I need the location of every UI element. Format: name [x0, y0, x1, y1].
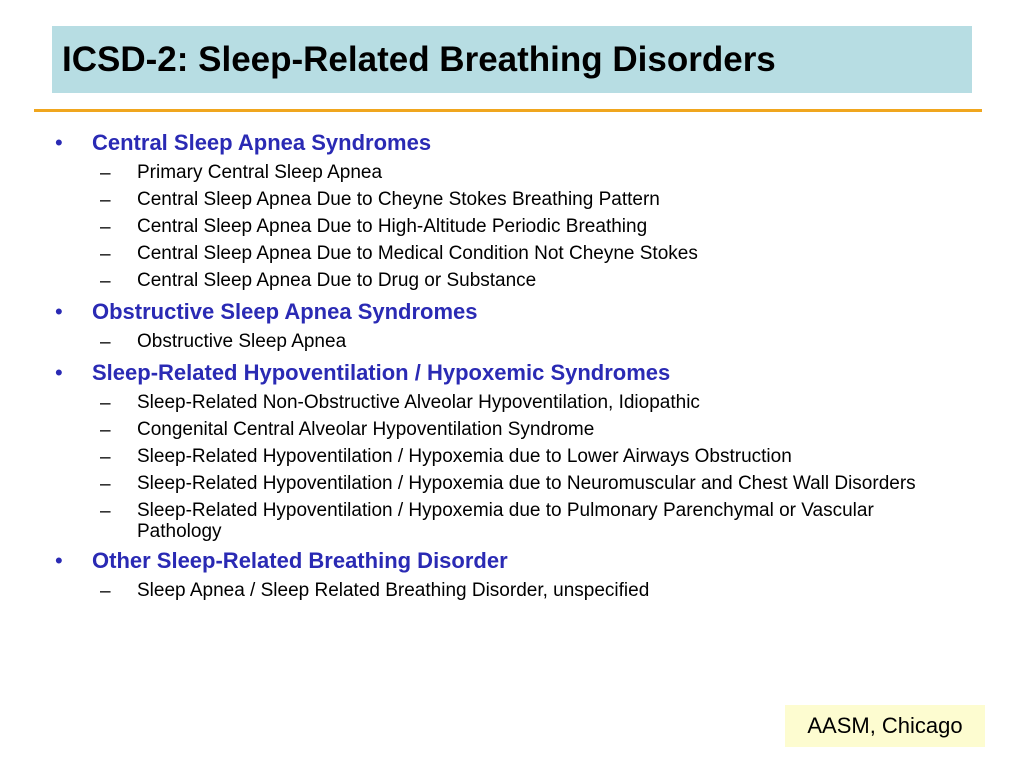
- section-heading: Central Sleep Apnea Syndromes: [92, 130, 432, 155]
- section-heading: Sleep-Related Hypoventilation / Hypoxemic Syndromes: [92, 360, 671, 385]
- bullet-icon: •: [55, 548, 63, 573]
- bullet-row: [52, 546, 952, 576]
- section-hypoventilation: [52, 358, 952, 542]
- list-item-text: Congenital Central Alveolar Hypoventilation Syndrome: [137, 419, 595, 440]
- list-item-text: Central Sleep Apnea Due to Cheyne Stokes Breathing Pattern: [137, 189, 660, 210]
- dash-icon: –: [100, 420, 111, 441]
- title-banner: [52, 26, 972, 93]
- list-item-text: Obstructive Sleep Apnea: [137, 331, 347, 352]
- list-item: [100, 189, 952, 212]
- dash-icon: –: [100, 332, 111, 353]
- list-item-text: Primary Central Sleep Apnea: [137, 162, 383, 183]
- list-item: [100, 392, 952, 415]
- dash-icon: –: [100, 244, 111, 265]
- dash-icon: –: [100, 190, 111, 211]
- section-heading: Other Sleep-Related Breathing Disorder: [92, 548, 508, 573]
- sub-list: [52, 392, 952, 542]
- list-item-text: Sleep-Related Hypoventilation / Hypoxemia due to Pulmonary Parenchymal or Vascular Pathology: [137, 500, 874, 542]
- dash-icon: –: [100, 271, 111, 292]
- list-item: [100, 243, 952, 266]
- bullet-row: [52, 358, 952, 388]
- list-item: [100, 580, 952, 603]
- list-item: [100, 270, 952, 293]
- sub-list: [52, 162, 952, 293]
- list-item-text: Central Sleep Apnea Due to Medical Condition Not Cheyne Stokes: [137, 243, 698, 264]
- section-other: [52, 546, 952, 603]
- section-heading: Obstructive Sleep Apnea Syndromes: [92, 299, 478, 324]
- list-item: [100, 419, 952, 442]
- dash-icon: –: [100, 581, 111, 602]
- sub-list: [52, 331, 952, 354]
- bullet-list: [52, 128, 952, 603]
- list-item-text: Sleep Apnea / Sleep Related Breathing Disorder, unspecified: [137, 580, 650, 601]
- list-item: [100, 216, 952, 239]
- list-item: [100, 162, 952, 185]
- dash-icon: –: [100, 393, 111, 414]
- list-item: [100, 500, 952, 542]
- list-item-text: Sleep-Related Hypoventilation / Hypoxemia due to Lower Airways Obstruction: [137, 446, 792, 467]
- title-divider: [34, 109, 982, 112]
- bullet-icon: •: [55, 299, 63, 324]
- dash-icon: –: [100, 501, 111, 522]
- list-item: [100, 473, 952, 496]
- bullet-icon: •: [55, 130, 63, 155]
- bullet-row: [52, 128, 952, 158]
- list-item: [100, 331, 952, 354]
- bullet-row: [52, 297, 952, 327]
- dash-icon: –: [100, 163, 111, 184]
- dash-icon: –: [100, 217, 111, 238]
- section-central-sleep-apnea: [52, 128, 952, 293]
- sub-list: [52, 580, 952, 603]
- slide-title: ICSD-2: Sleep-Related Breathing Disorders: [62, 39, 776, 79]
- list-item-text: Sleep-Related Non-Obstructive Alveolar Hypoventilation, Idiopathic: [137, 392, 700, 413]
- list-item: [100, 446, 952, 469]
- dash-icon: –: [100, 447, 111, 468]
- section-obstructive-sleep-apnea: [52, 297, 952, 354]
- footer-source-label: AASM, Chicago: [785, 705, 985, 747]
- list-item-text: Central Sleep Apnea Due to Drug or Substance: [137, 270, 537, 291]
- list-item-text: Central Sleep Apnea Due to High-Altitude Periodic Breathing: [137, 216, 648, 237]
- dash-icon: –: [100, 474, 111, 495]
- list-item-text: Sleep-Related Hypoventilation / Hypoxemia due to Neuromuscular and Chest Wall Disorders: [137, 473, 916, 494]
- bullet-icon: •: [55, 360, 63, 385]
